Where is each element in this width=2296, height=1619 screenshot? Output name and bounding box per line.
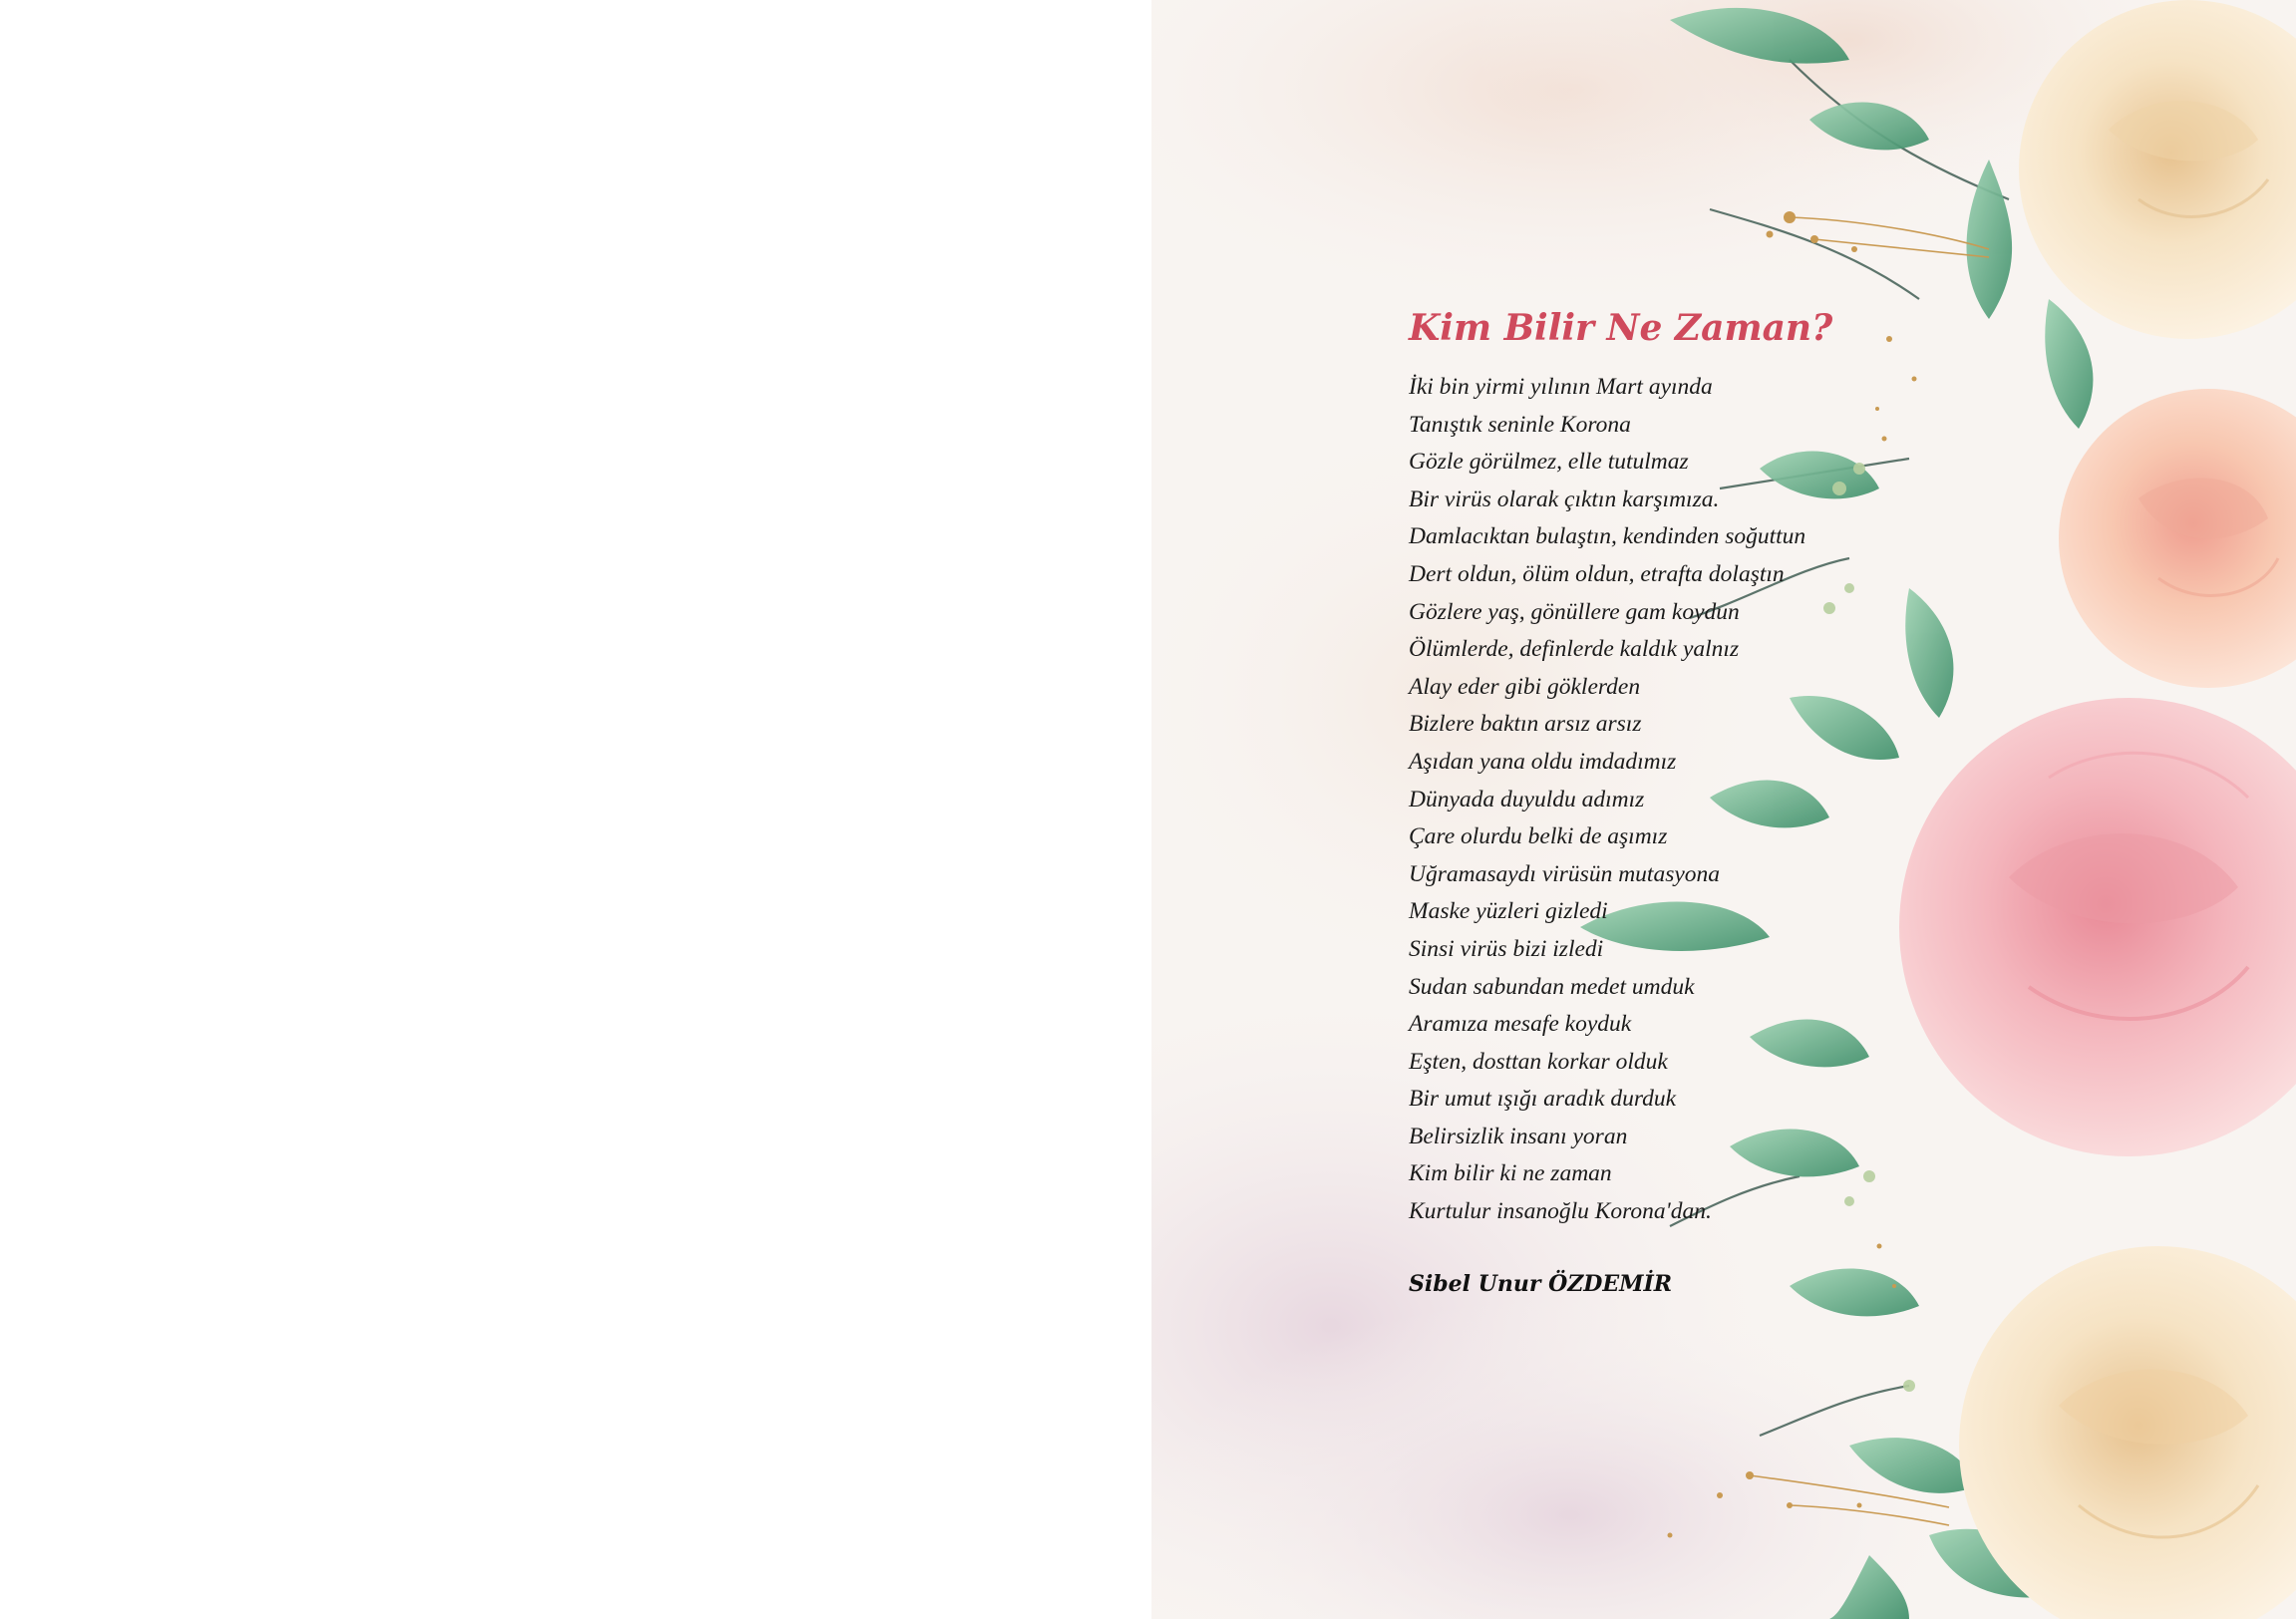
poem-line: Aramıza mesafe koyduk [1409, 1011, 1632, 1038]
poem-line: Gözle görülmez, elle tutulmaz [1409, 449, 1689, 476]
poem-line: Bizlere baktın arsız arsız [1409, 711, 1642, 738]
poem-block [1409, 305, 1967, 1301]
poem-line: Sinsi virüs bizi izledi [1409, 935, 1604, 962]
poem-line: Sudan sabundan medet umduk [1409, 973, 1695, 1000]
poem-line: İki bin yirmi yılının Mart ayında [1409, 374, 1713, 400]
poem-author: Sibel Unur ÖZDEMİR [1409, 1270, 1673, 1297]
poem-line: Bir virüs olarak çıktın karşımıza. [1409, 486, 1720, 512]
poem-line: Kim bilir ki ne zaman [1409, 1160, 1612, 1187]
right-poem-page [1151, 0, 2296, 1619]
poem-line: Bir umut ışığı aradık durduk [1409, 1086, 1677, 1113]
poem-line: Eşten, dosttan korkar olduk [1409, 1048, 1668, 1075]
poem-line: Ölümlerde, definlerde kaldık yalnız [1409, 636, 1740, 663]
poem-line: Maske yüzleri gizledi [1409, 898, 1608, 925]
poem-line: Dünyada duyuldu adımız [1409, 786, 1645, 812]
poem-line: Kurtulur insanoğlu Korona'dan. [1409, 1198, 1712, 1225]
poem-line: Uğramasaydı virüsün mutasyona [1409, 860, 1721, 887]
poem-line: Belirsizlik insanı yoran [1409, 1123, 1628, 1149]
poem-lines [1409, 369, 1967, 1231]
poem-line: Damlacıktan bulaştın, kendinden soğuttun [1409, 523, 1806, 550]
poem-line: Dert oldun, ölüm oldun, etrafta dolaştın [1409, 560, 1785, 587]
poem-line: Gözlere yaş, gönüllere gam koydun [1409, 598, 1740, 625]
poem-line: Çare olurdu belki de aşımız [1409, 823, 1668, 850]
poem-title: Kim Bilir Ne Zaman? [1409, 307, 1833, 349]
poem-line: Aşıdan yana oldu imdadımız [1409, 748, 1677, 775]
poem-line: Alay eder gibi göklerden [1409, 673, 1641, 700]
poem-line: Tanıştık seninle Korona [1409, 411, 1631, 438]
